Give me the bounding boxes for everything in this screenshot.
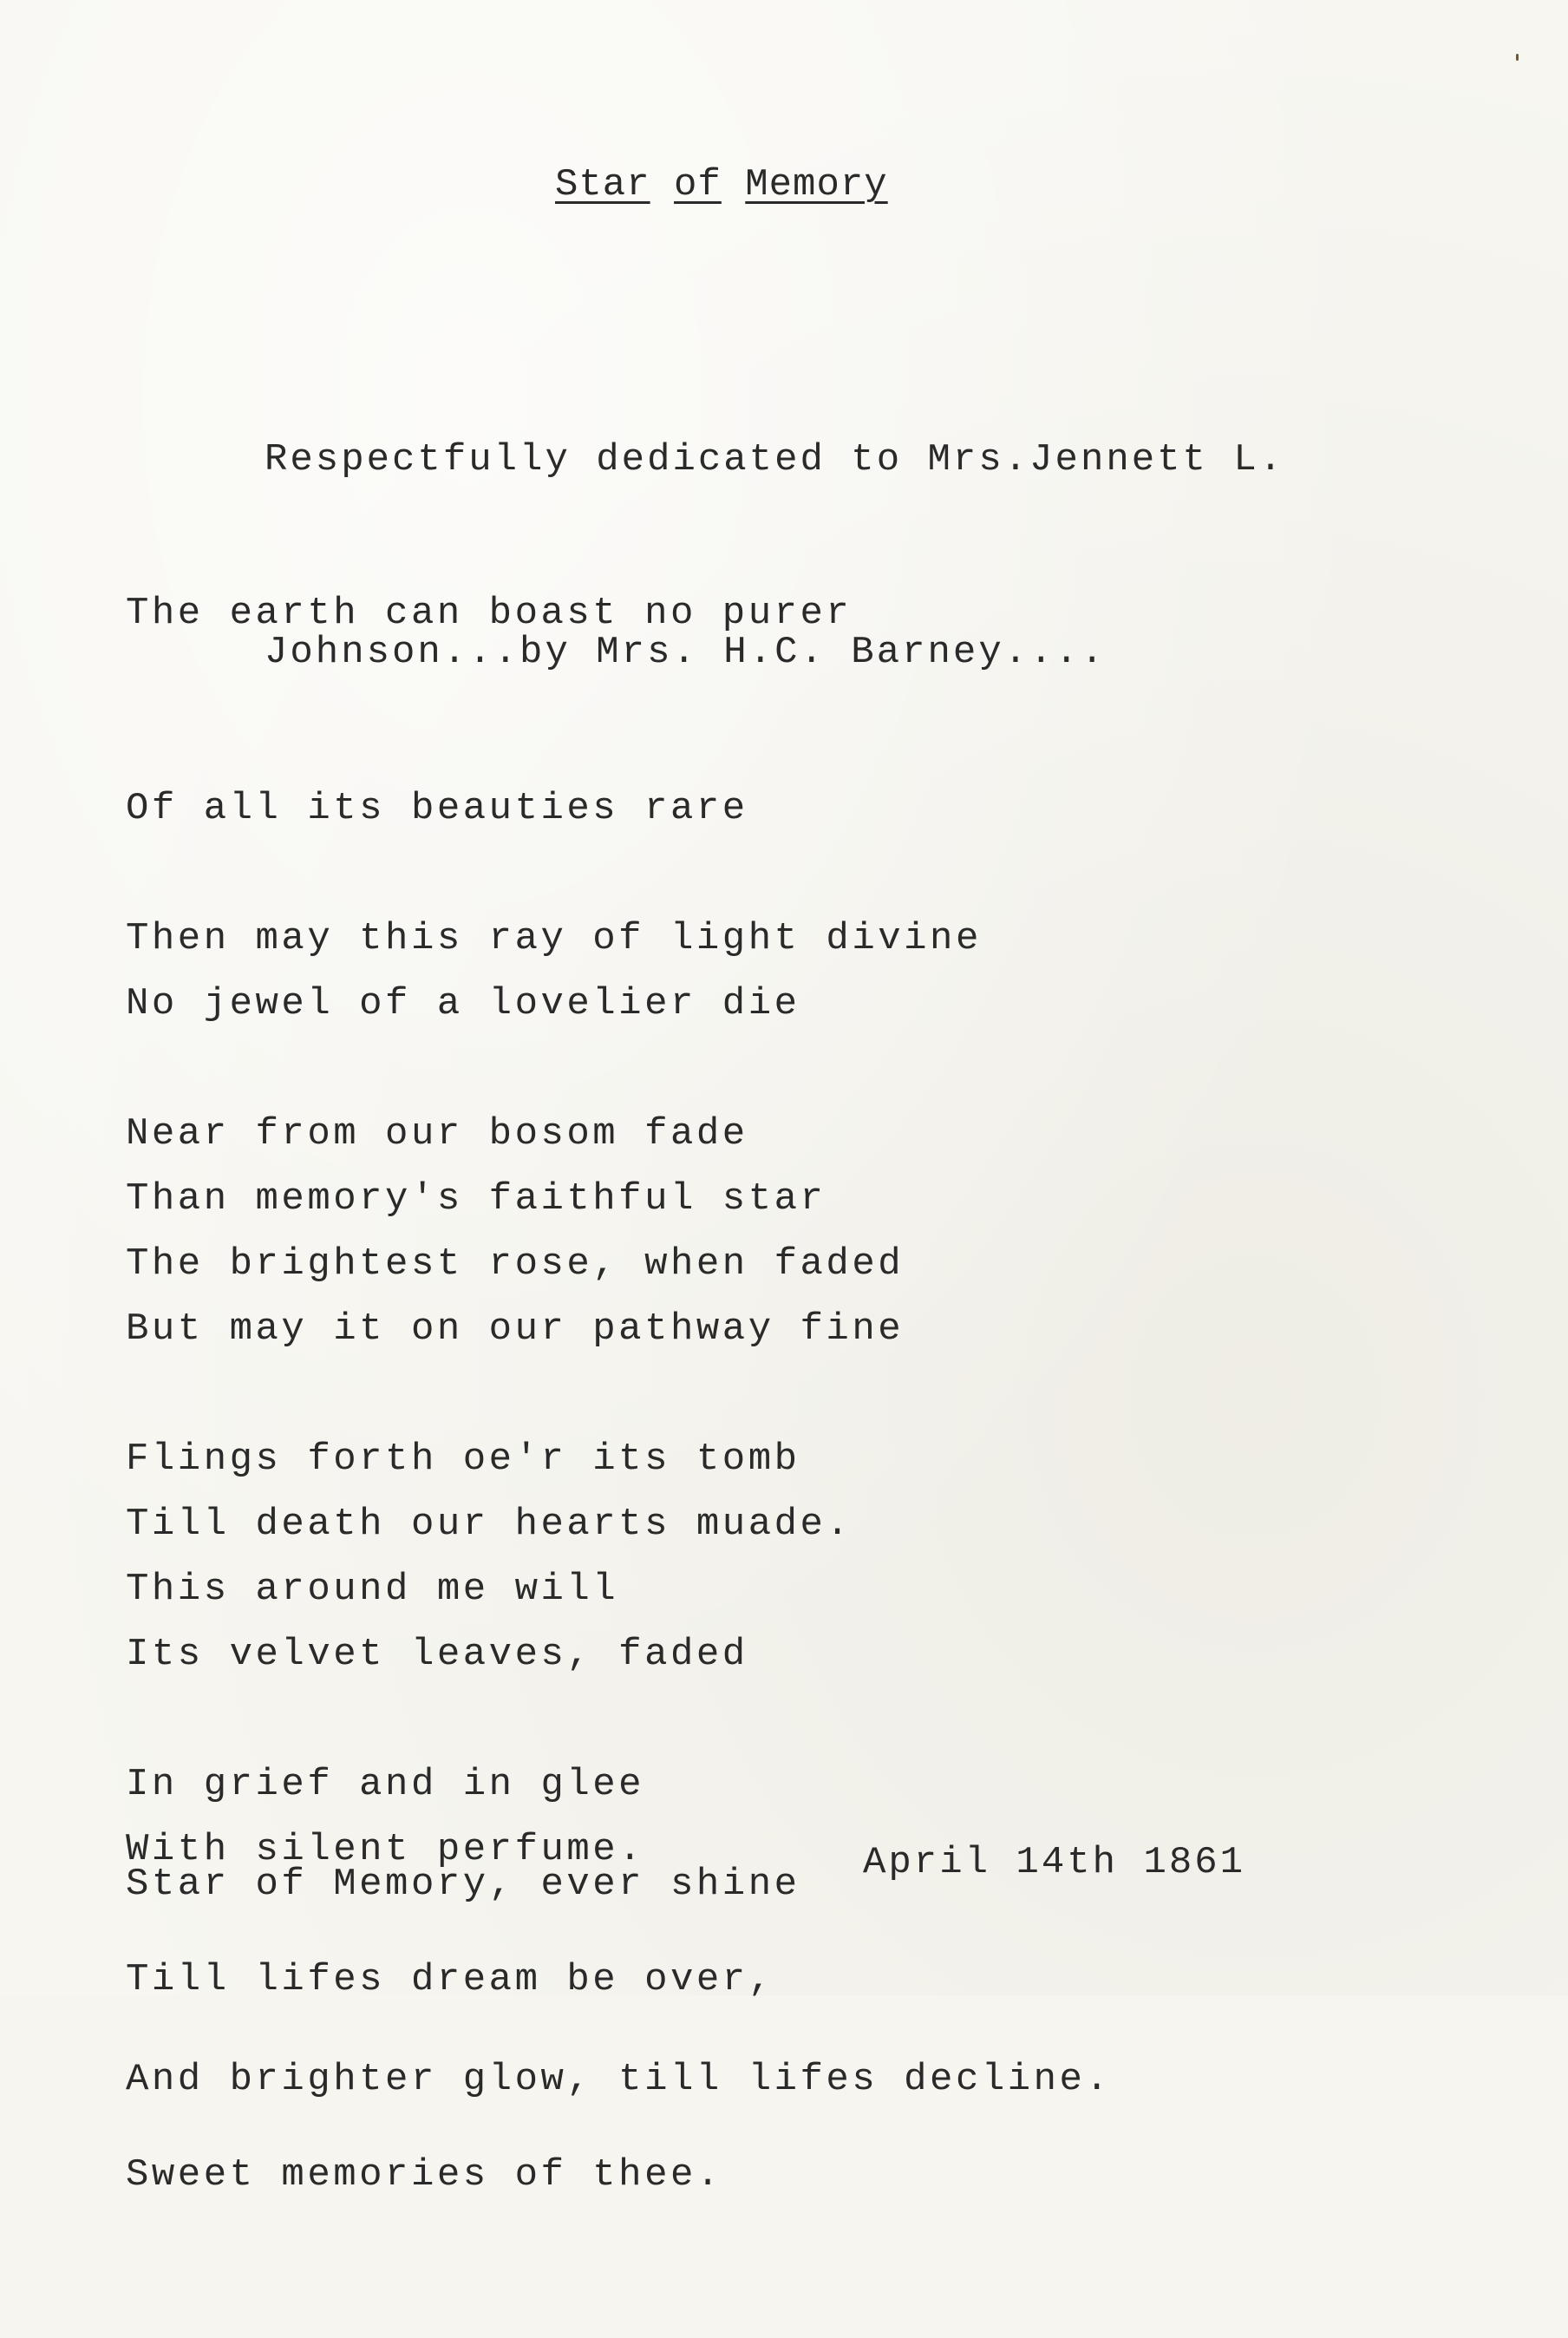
poem-line: The brightest rose, when faded <box>126 1242 905 1286</box>
title-word: Memory <box>745 163 888 206</box>
poem-line: This around me will <box>126 1568 619 1611</box>
poem-line: No jewel of a lovelier die <box>126 982 800 1025</box>
poem-line: Of all its beauties rare <box>126 787 748 830</box>
poem-line: Till lifes dream be over, <box>126 1958 774 2001</box>
poem-date: April 14th 1861 <box>863 1841 1246 1884</box>
poem-line: Sweet memories of thee. <box>126 2153 722 2197</box>
poem-title <box>555 163 888 206</box>
poem-line: But may it on our pathway fine <box>126 1307 905 1351</box>
dedication-line: Johnson...by Mrs. H.C. Barney.... <box>265 631 1107 674</box>
poem-line: Near from our bosom fade <box>126 1112 748 1156</box>
poem-line: Than memory's faithful star <box>126 1177 826 1221</box>
poem-line: Its velvet leaves, faded <box>126 1633 748 1676</box>
title-word: Star <box>555 163 650 206</box>
poem-line: The earth can boast no purer <box>126 592 853 635</box>
paper-speck <box>1516 54 1519 61</box>
poem-line: And brighter glow, till lifes decline. <box>126 2058 1112 2101</box>
poem-line: With silent perfume. <box>126 1828 645 1871</box>
stanza-5 <box>126 1722 1111 2243</box>
poem-line: Then may this ray of light divine <box>126 917 982 960</box>
poem-line: In grief and in glee <box>126 1763 645 1806</box>
poem-line: Till death our hearts muade. <box>126 1503 853 1546</box>
poem-line: Flings forth oe'r its tomb <box>126 1438 800 1481</box>
title-word: of <box>674 163 722 206</box>
poem-line: Star of Memory, ever shine <box>126 1863 800 1906</box>
dedication-line: Respectfully dedicated to Mrs.Jennett L. <box>265 438 1285 481</box>
